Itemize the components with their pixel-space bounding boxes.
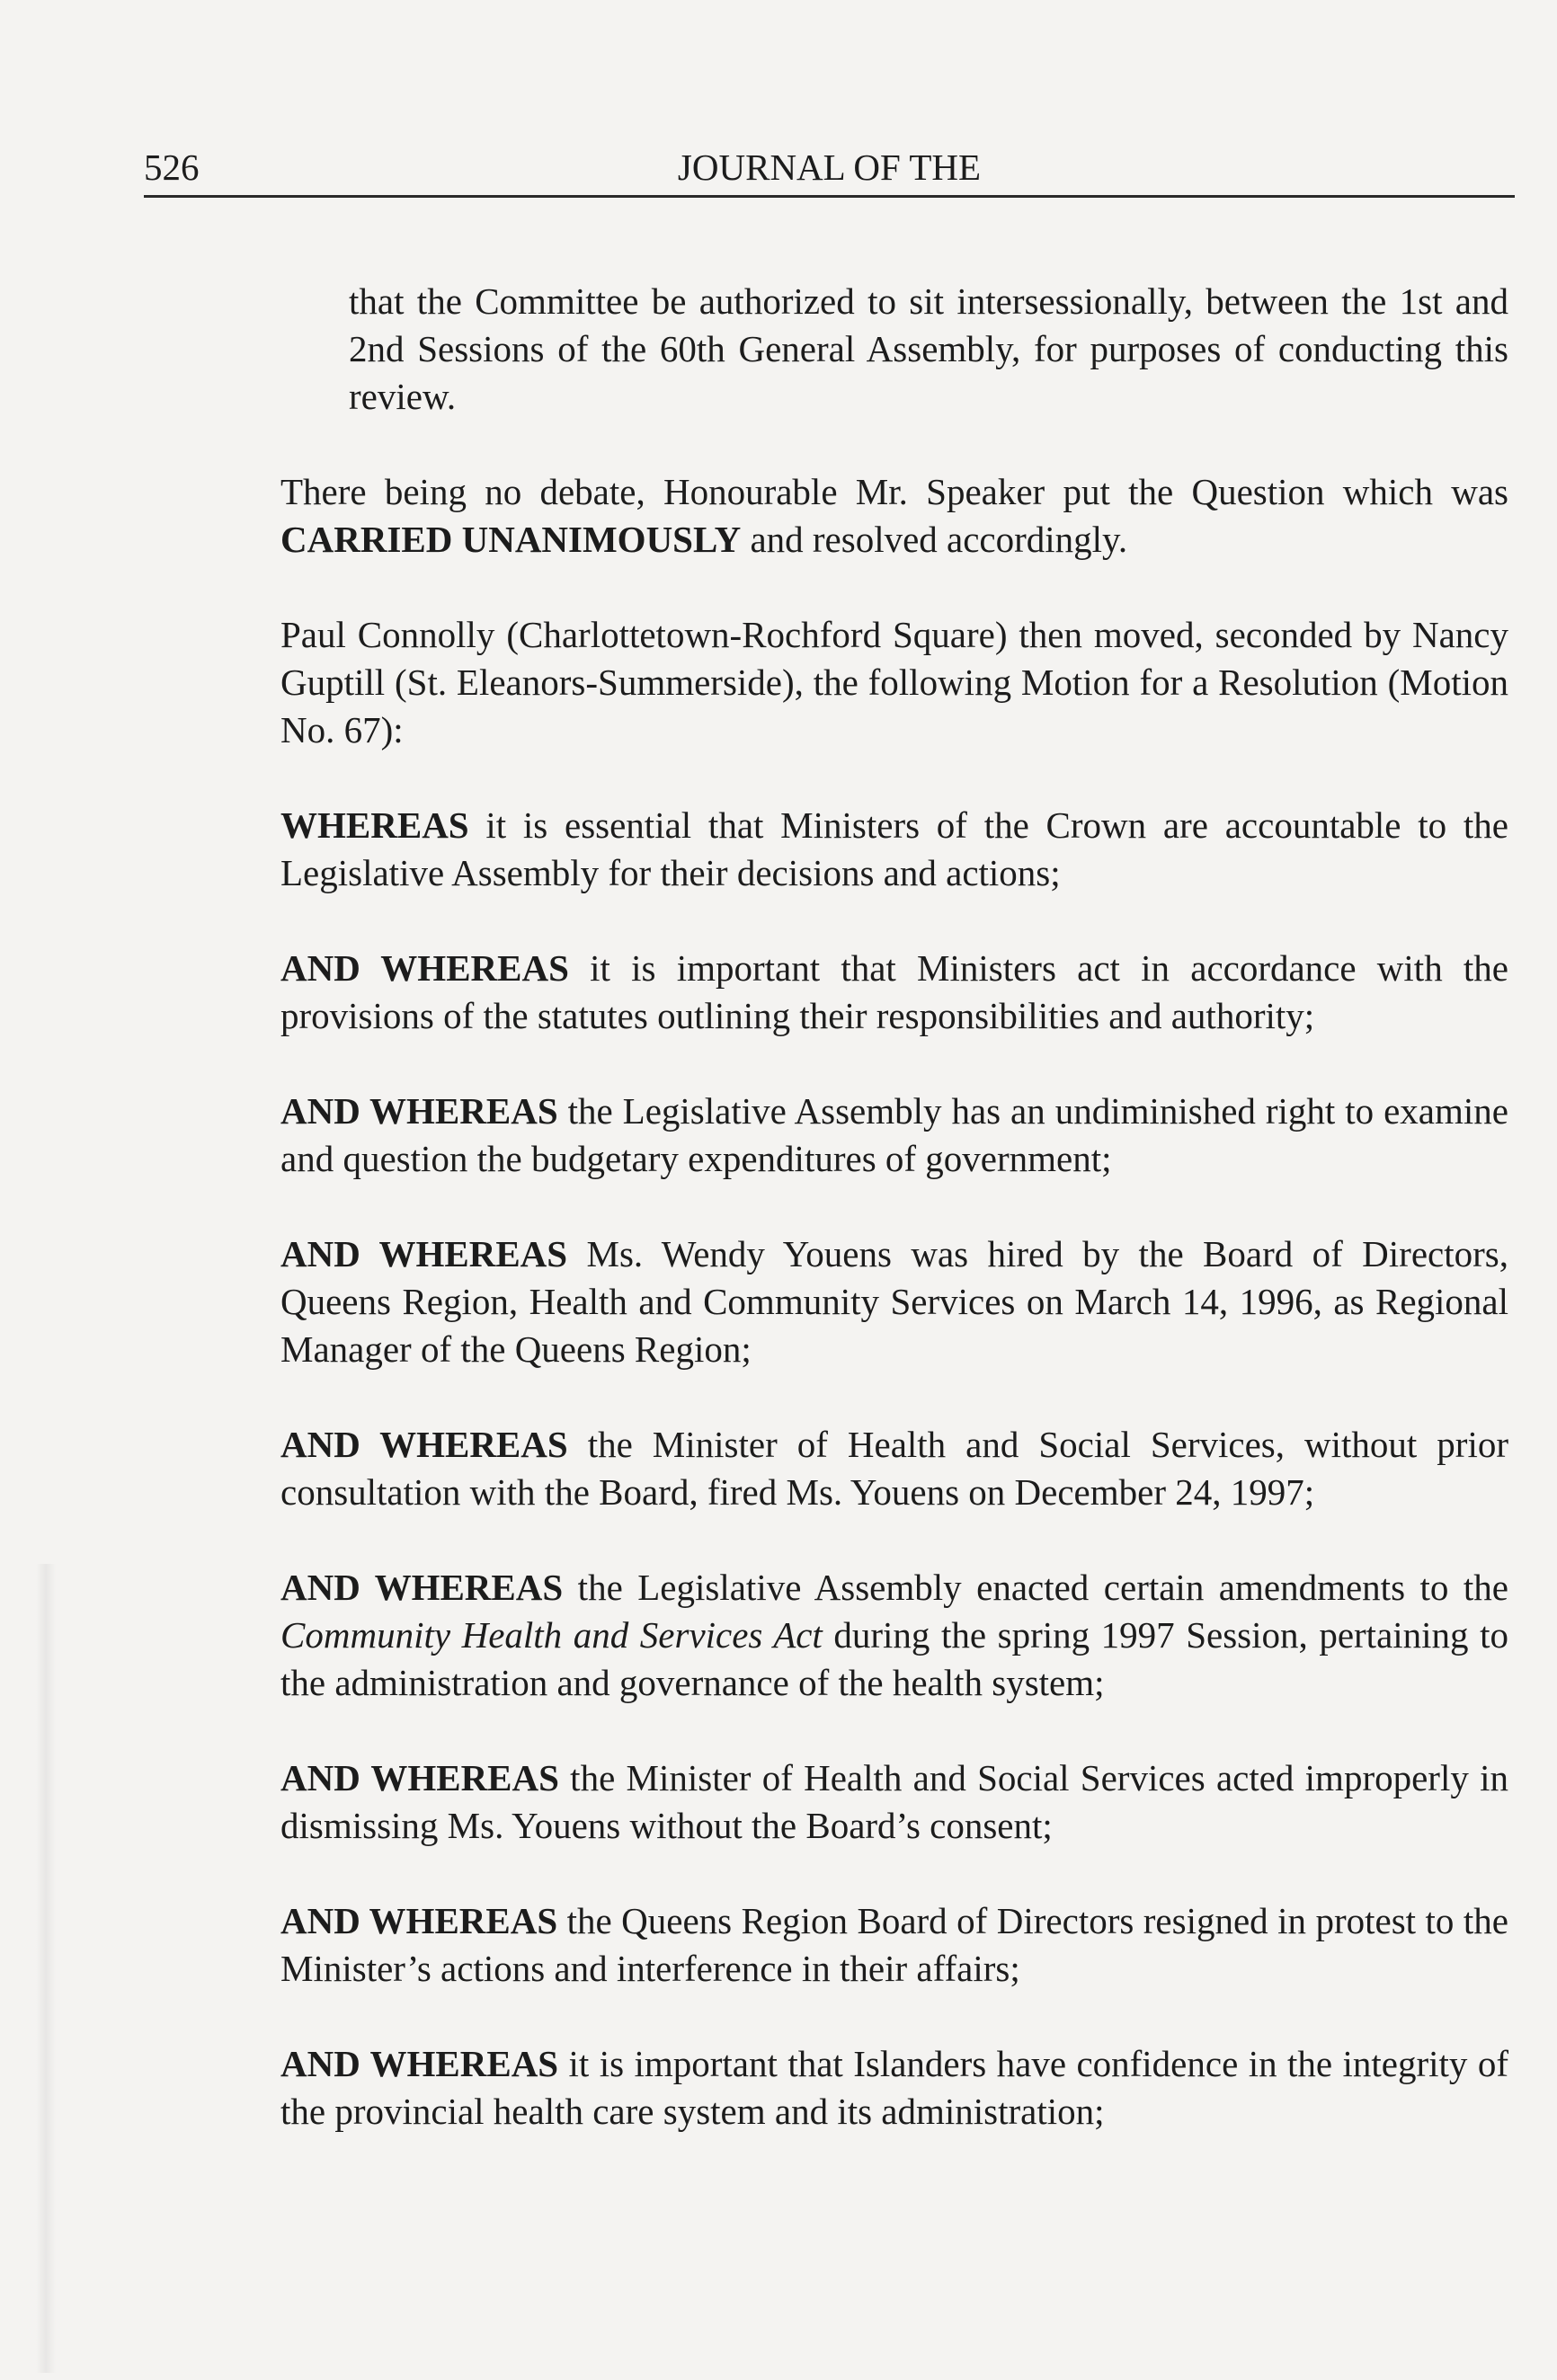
whereas-label: WHEREAS bbox=[280, 804, 469, 846]
whereas-clause-7 bbox=[280, 1754, 1508, 1850]
whereas-clause-5 bbox=[280, 1421, 1508, 1516]
whereas-label: AND WHEREAS bbox=[280, 1090, 558, 1132]
clause-text: the Minister of Health and Social Services acted improperly in dismissing Ms. Youens without the Board’s consent; bbox=[280, 1757, 1508, 1846]
page-header bbox=[144, 144, 1515, 198]
act-title: Community Health and Services Act bbox=[280, 1614, 823, 1656]
whereas-clause-6 bbox=[280, 1564, 1508, 1707]
whereas-clause-4 bbox=[280, 1230, 1508, 1373]
whereas-label: AND WHEREAS bbox=[280, 1900, 558, 1941]
whereas-label: AND WHEREAS bbox=[280, 1567, 564, 1608]
page-number: 526 bbox=[144, 147, 200, 188]
clause-text: it is important that Ministers act in accordance with the provisions of the statutes outlining their responsibilities and authority; bbox=[280, 947, 1508, 1036]
whereas-label: AND WHEREAS bbox=[280, 1424, 568, 1465]
header-rule bbox=[144, 195, 1515, 198]
whereas-label: AND WHEREAS bbox=[280, 1233, 568, 1274]
whereas-clause-2 bbox=[280, 945, 1508, 1040]
clause-text: the Queens Region Board of Directors resigned in protest to the Minister’s actions and interference in their affairs; bbox=[280, 1900, 1508, 1989]
page-gutter-shadow bbox=[36, 1564, 56, 2373]
paragraph-text: and resolved accordingly. bbox=[741, 519, 1128, 560]
motion-continuation-paragraph: that the Committee be authorized to sit intersessionally, between the 1st and 2nd Sessions of the 60th General Assembly, for purposes of conducting this review. bbox=[349, 280, 1508, 417]
clause-text: the Legislative Assembly has an undiminished right to examine and question the budgetary expenditures of government; bbox=[280, 1090, 1508, 1179]
paragraph-text: There being no debate, Honourable Mr. Speaker put the Question which was bbox=[280, 471, 1508, 512]
whereas-clause-1 bbox=[280, 802, 1508, 897]
journal-body bbox=[280, 241, 1508, 2183]
clause-text: Ms. Wendy Youens was hired by the Board of Directors, Queens Region, Health and Community Services on March 14, 1996, as Regional Manager of the Queens Region; bbox=[280, 1233, 1508, 1370]
clause-text: it is important that Islanders have confidence in the integrity of the provincial health care system and its administration; bbox=[280, 2043, 1508, 2132]
clause-text: it is essential that Ministers of the Crown are accountable to the Legislative Assembly for their decisions and actions; bbox=[280, 804, 1508, 893]
speaker-question-paragraph bbox=[280, 468, 1508, 564]
whereas-clause-3 bbox=[280, 1088, 1508, 1183]
whereas-label: AND WHEREAS bbox=[280, 1757, 559, 1798]
clause-text: the Legislative Assembly enacted certain amendments to the bbox=[563, 1567, 1508, 1608]
whereas-label: AND WHEREAS bbox=[280, 947, 569, 989]
clause-text: the Minister of Health and Social Services, without prior consultation with the Board, fired Ms. Youens on December 24, 1997; bbox=[280, 1424, 1508, 1513]
whereas-clause-8 bbox=[280, 1897, 1508, 1993]
running-head: JOURNAL OF THE bbox=[677, 147, 982, 188]
whereas-label: AND WHEREAS bbox=[280, 2043, 559, 2084]
whereas-clause-9 bbox=[280, 2040, 1508, 2136]
motion-introduction-paragraph: Paul Connolly (Charlottetown-Rochford Square) then moved, seconded by Nancy Guptill (St. Eleanors-Summerside), the following Motion for a Resolution (Motion No. 67): bbox=[280, 614, 1508, 750]
carried-unanimously-label: CARRIED UNANIMOUSLY bbox=[280, 519, 742, 560]
clause-text: during the spring 1997 Session, pertaining to the administration and governance of the health system; bbox=[280, 1614, 1508, 1703]
